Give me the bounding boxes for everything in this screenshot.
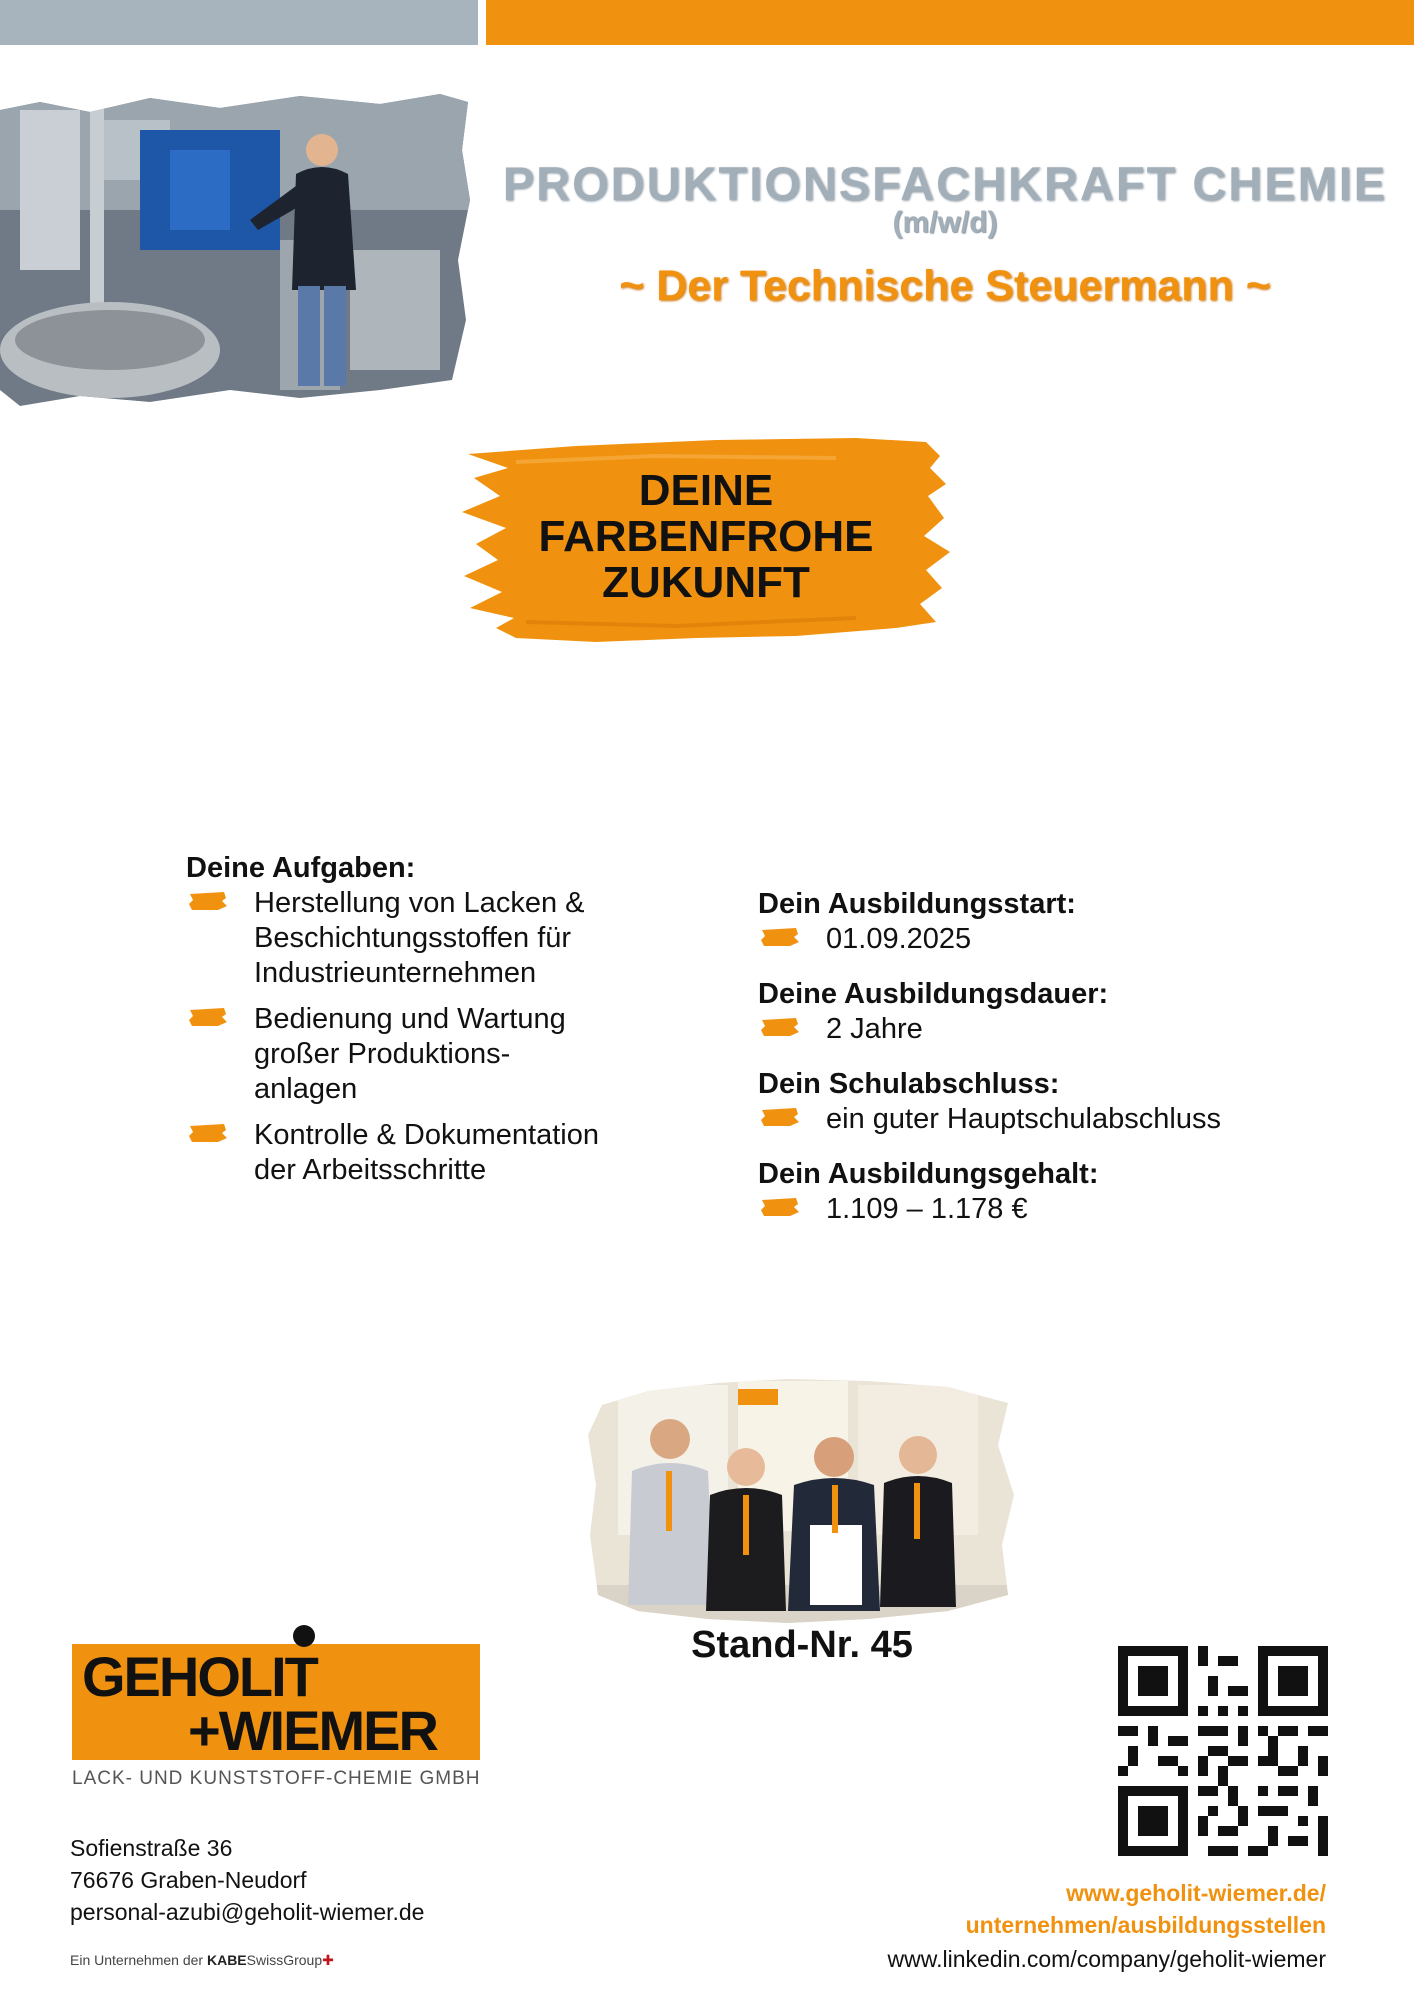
production-worker-photo	[0, 90, 472, 412]
orange-brush-bullet-icon	[188, 890, 228, 912]
task-item-2: Bedienung und Wartung großer Produktions- anlagen	[254, 1003, 566, 1105]
brush-line-1: DEINE	[638, 466, 774, 515]
fact-value-start: 01.09.2025	[826, 923, 972, 955]
orange-brush-bullet-icon	[760, 926, 800, 948]
orange-brush-bullet-icon	[188, 1006, 228, 1028]
website-link-line-2[interactable]: unternehmen/ausbildungsstellen	[965, 1912, 1326, 1938]
gender-note: (m/w/d)	[892, 206, 998, 239]
kabe-logo-text: KABE	[206, 1952, 247, 1968]
orange-brush-bullet-icon	[760, 1196, 800, 1218]
website-link-line-1[interactable]: www.geholit-wiemer.de/	[1066, 1880, 1326, 1906]
qr-code-icon[interactable]	[1118, 1646, 1328, 1856]
task-item-1: Herstellung von Lacken & Beschichtungsstoffen für Industrieunternehmen	[254, 887, 585, 989]
logo-text-line-1: GEHOLIT	[82, 1645, 317, 1708]
tasks-title: Deine Aufgaben:	[186, 852, 416, 884]
linkedin-link[interactable]: www.linkedin.com/company/geholit-wiemer	[887, 1946, 1326, 1972]
swiss-flag-icon: ✚	[322, 1952, 334, 1968]
address-street: Sofienstraße 36	[70, 1835, 233, 1861]
group-note: Ein Unternehmen der KABESwissGroup✚	[70, 1952, 334, 1968]
header-bar-gray	[0, 0, 478, 45]
fact-label-school: Dein Schulabschluss:	[758, 1068, 1060, 1100]
address-city: 76676 Graben-Neudorf	[70, 1867, 307, 1893]
header-bar-orange	[486, 0, 1414, 45]
fact-label-start: Dein Ausbildungsstart:	[758, 888, 1076, 920]
orange-brush-bullet-icon	[760, 1016, 800, 1038]
job-title: PRODUKTIONSFACHKRAFT CHEMIE	[502, 157, 1388, 210]
orange-brush-bullet-icon	[188, 1122, 228, 1144]
brush-line-3: ZUKUNFT	[602, 558, 810, 607]
logo-text-line-2: +WIEMER	[188, 1699, 437, 1762]
task-item-3: Kontrolle & Dokumentation der Arbeitsschritte	[254, 1119, 599, 1186]
contact-email[interactable]: personal-azubi@geholit-wiemer.de	[70, 1899, 425, 1925]
address-block	[70, 1832, 424, 1928]
team-booth-photo	[588, 1375, 1016, 1631]
brush-banner-text	[456, 468, 956, 606]
stand-number: Stand-Nr. 45	[691, 1624, 913, 1666]
fact-value-duration: 2 Jahre	[826, 1013, 923, 1045]
company-logo	[70, 1622, 490, 1762]
brush-line-2: FARBENFROHE	[538, 512, 874, 561]
tagline: ~ Der Technische Steuermann ~	[619, 262, 1271, 310]
fact-value-school: ein guter Hauptschulabschluss	[826, 1103, 1221, 1135]
fact-label-salary: Dein Ausbildungsgehalt:	[758, 1158, 1099, 1190]
fact-value-salary: 1.109 – 1.178 €	[826, 1193, 1028, 1225]
logo-caption: LACK- UND KUNSTSTOFF-CHEMIE GMBH	[72, 1768, 481, 1789]
orange-brush-bullet-icon	[760, 1106, 800, 1128]
fact-label-duration: Deine Ausbildungsdauer:	[758, 978, 1109, 1010]
